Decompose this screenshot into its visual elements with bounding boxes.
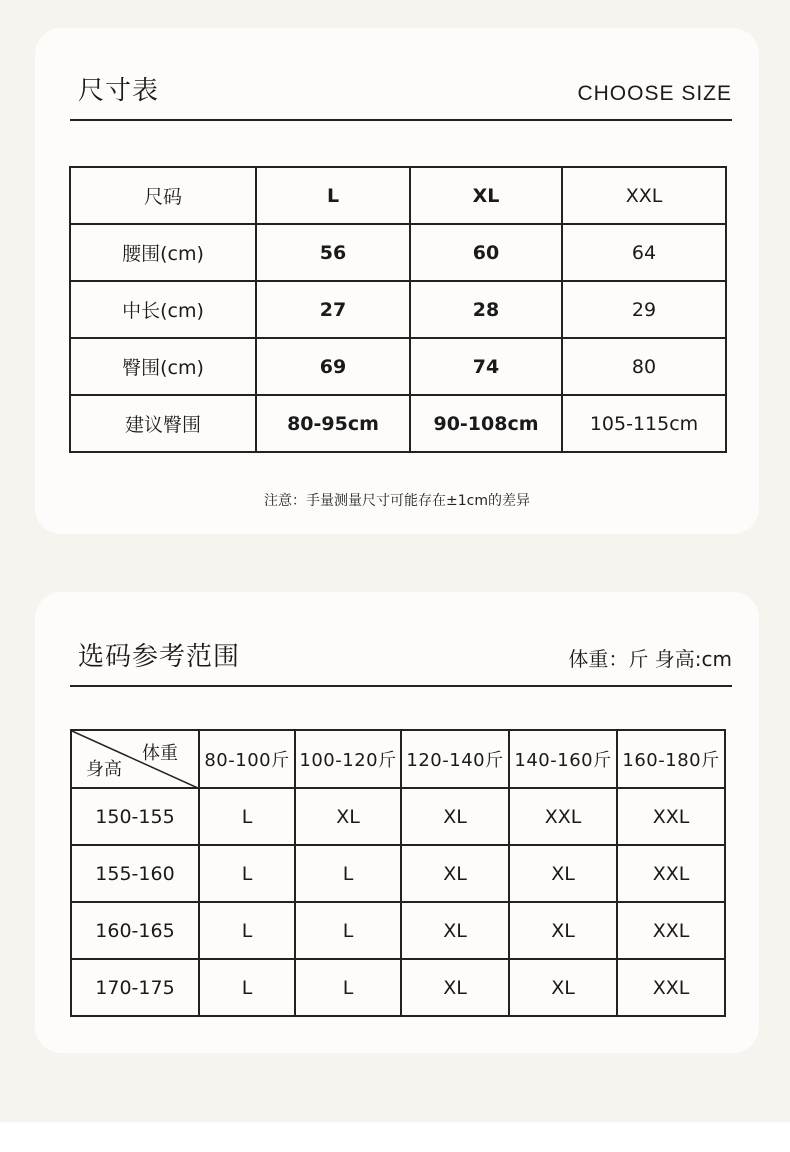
- size-cell: XL: [509, 959, 617, 1016]
- table-cell: 80-95cm: [256, 395, 410, 452]
- table-header-cell: L: [256, 167, 410, 224]
- size-cell: XL: [295, 788, 401, 845]
- height-axis-label: 身高: [86, 759, 122, 780]
- table-cell: 64: [562, 224, 726, 281]
- weight-range-header: 140-160斤: [509, 730, 617, 788]
- table-header-row: [71, 730, 725, 788]
- weight-range-header: 100-120斤: [295, 730, 401, 788]
- table-cell: 74: [410, 338, 562, 395]
- height-range-cell: 160-165: [71, 902, 199, 959]
- size-cell: L: [199, 902, 295, 959]
- size-cell: XXL: [509, 788, 617, 845]
- table-row: [70, 281, 726, 338]
- height-range-cell: 155-160: [71, 845, 199, 902]
- table-row: [70, 338, 726, 395]
- choose-size-label: CHOOSE SIZE: [577, 82, 732, 105]
- weight-range-header: 160-180斤: [617, 730, 725, 788]
- size-reference-card: [35, 592, 759, 1053]
- table-header-cell: XXL: [562, 167, 726, 224]
- corner-header-cell: [71, 730, 199, 788]
- size-cell: XL: [401, 959, 509, 1016]
- row-label: 腰围(cm): [70, 224, 256, 281]
- table-cell: 29: [562, 281, 726, 338]
- table-row: [71, 788, 725, 845]
- table-row: [71, 959, 725, 1016]
- row-label: 建议臀围: [70, 395, 256, 452]
- weight-range-header: 80-100斤: [199, 730, 295, 788]
- table-cell: 80: [562, 338, 726, 395]
- size-cell: L: [295, 845, 401, 902]
- table-header-row: [70, 167, 726, 224]
- table-row: [70, 224, 726, 281]
- size-cell: XL: [401, 788, 509, 845]
- reference-heading: [70, 639, 732, 687]
- size-reference-table: [70, 729, 726, 1017]
- size-cell: XL: [401, 902, 509, 959]
- size-cell: XL: [509, 902, 617, 959]
- size-cell: L: [295, 902, 401, 959]
- measurement-note: 注意：手量测量尺寸可能存在±1cm的差异: [264, 493, 530, 509]
- table-row: [71, 902, 725, 959]
- table-header-cell: 尺码: [70, 167, 256, 224]
- row-label: 中长(cm): [70, 281, 256, 338]
- reference-title: 选码参考范围: [78, 642, 241, 672]
- table-row: [71, 845, 725, 902]
- size-cell: L: [295, 959, 401, 1016]
- size-cell: L: [199, 959, 295, 1016]
- table-cell: 60: [410, 224, 562, 281]
- size-chart-card: [35, 28, 759, 534]
- units-label: 体重：斤 身高:cm: [568, 647, 732, 671]
- size-cell: XXL: [617, 959, 725, 1016]
- size-cell: XXL: [617, 788, 725, 845]
- size-chart-heading: [70, 73, 732, 121]
- height-range-cell: 170-175: [71, 959, 199, 1016]
- table-header-cell: XL: [410, 167, 562, 224]
- table-row: [70, 395, 726, 452]
- table-cell: 105-115cm: [562, 395, 726, 452]
- size-cell: XL: [401, 845, 509, 902]
- size-cell: XXL: [617, 902, 725, 959]
- table-cell: 27: [256, 281, 410, 338]
- bottom-strip: [0, 1122, 790, 1152]
- table-cell: 90-108cm: [410, 395, 562, 452]
- table-cell: 28: [410, 281, 562, 338]
- size-cell: L: [199, 788, 295, 845]
- weight-range-header: 120-140斤: [401, 730, 509, 788]
- height-range-cell: 150-155: [71, 788, 199, 845]
- size-chart-table: [69, 166, 727, 453]
- table-cell: 69: [256, 338, 410, 395]
- size-chart-title: 尺寸表: [78, 76, 160, 106]
- size-cell: XXL: [617, 845, 725, 902]
- weight-axis-label: 体重: [142, 743, 178, 764]
- size-cell: XL: [509, 845, 617, 902]
- row-label: 臀围(cm): [70, 338, 256, 395]
- size-cell: L: [199, 845, 295, 902]
- table-cell: 56: [256, 224, 410, 281]
